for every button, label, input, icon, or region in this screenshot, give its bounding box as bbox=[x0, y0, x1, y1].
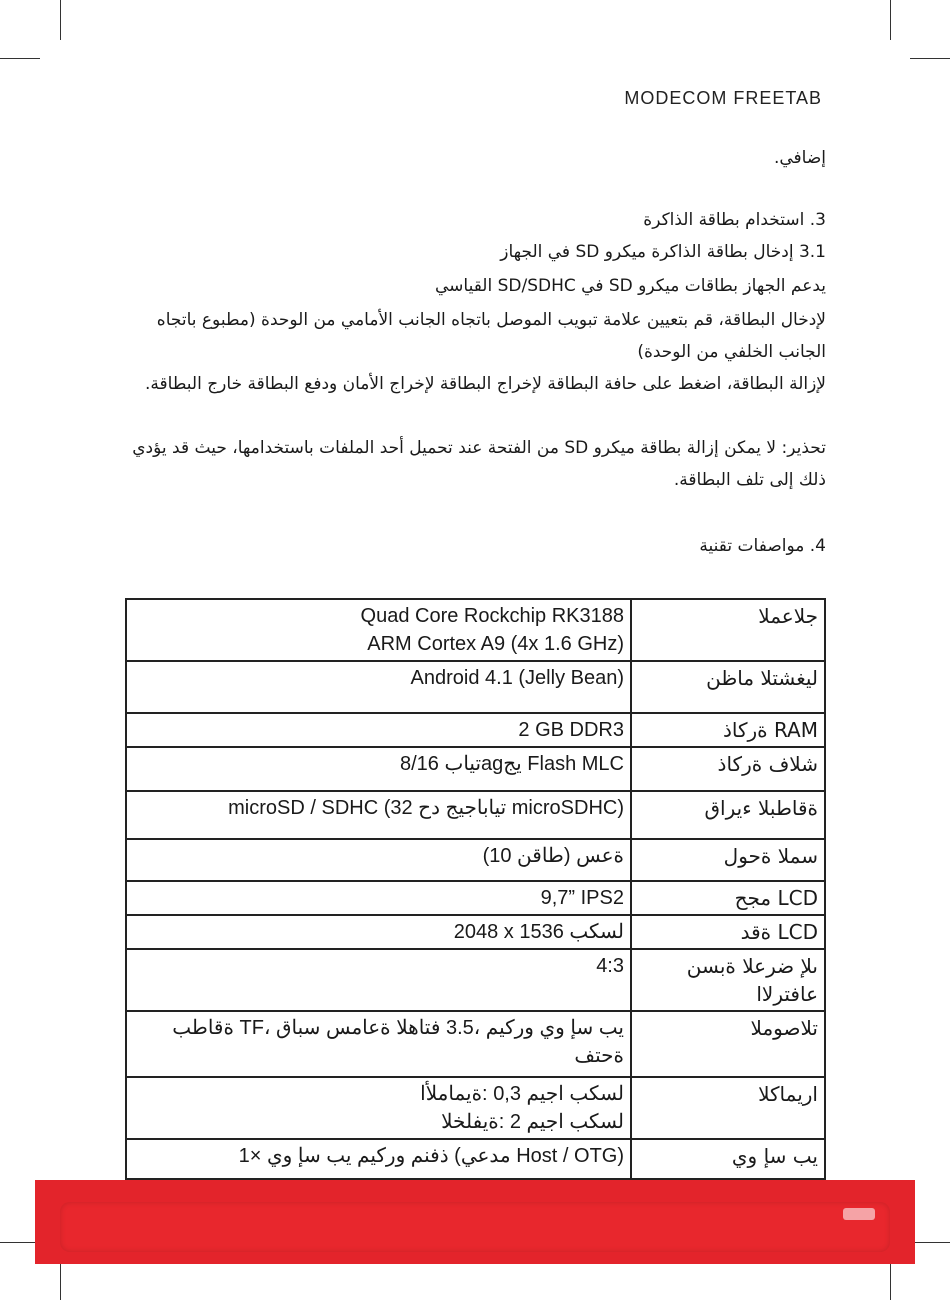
paragraph-continuation: إضافي. bbox=[773, 148, 826, 168]
spec-label: شلاف ةركاذ bbox=[631, 747, 825, 791]
table-row bbox=[126, 949, 825, 1011]
table-row bbox=[126, 881, 825, 915]
spec-value: 1× ذفنم وركيم يب سإ وي (مدعي Host / OTG) bbox=[126, 1139, 631, 1179]
table-row bbox=[126, 713, 825, 747]
footer-band bbox=[35, 1180, 915, 1264]
table-row bbox=[126, 599, 825, 661]
paragraph-remove-instructions: لإزالة البطاقة، اضغط على حافة البطاقة لإخراج البطاقة لإخراج الأمان ودفع البطاقة خارج البطاقة. bbox=[145, 374, 826, 394]
spec-label: جلاعملا bbox=[631, 599, 825, 661]
table-row bbox=[126, 791, 825, 839]
paragraph-support: يدعم الجهاز بطاقات ميكرو SD في SD/SDHC القياسي bbox=[434, 276, 826, 296]
spec-label: RAM ةركاذ bbox=[631, 713, 825, 747]
page-header-brand: MODECOM FREETAB bbox=[624, 88, 822, 108]
spec-label: ىلإ ضرعلا ةبسن عافترلاا bbox=[631, 949, 825, 1011]
table-row bbox=[126, 839, 825, 881]
spec-label: تلاصوملا bbox=[631, 1011, 825, 1077]
spec-label: يب سإ وي bbox=[631, 1139, 825, 1179]
section-heading-memory-card: 3. استخدام بطاقة الذاكرة bbox=[643, 210, 826, 230]
footer-panel bbox=[60, 1202, 890, 1252]
table-row bbox=[126, 1139, 825, 1179]
subsection-heading-insert-card: 3.1 إدخال بطاقة الذاكرة ميكرو SD في الجهاز bbox=[500, 242, 826, 262]
table-row bbox=[126, 661, 825, 713]
crop-mark bbox=[0, 1242, 40, 1243]
footer-tab bbox=[843, 1208, 875, 1220]
spec-value: 8/16 تيابagيج Flash MLC bbox=[126, 747, 631, 791]
spec-value: (طاقن 10) ةعس bbox=[126, 839, 631, 881]
specs-table bbox=[125, 598, 826, 1180]
crop-mark bbox=[890, 1262, 891, 1300]
table-row bbox=[126, 1077, 825, 1139]
spec-value: 9,7” IPS2 bbox=[126, 881, 631, 915]
spec-value: 4:3 bbox=[126, 949, 631, 1011]
spec-value: 2048 x 1536 لسكب bbox=[126, 915, 631, 949]
spec-label: LCD مجح bbox=[631, 881, 825, 915]
spec-value: 2 GB DDR3 bbox=[126, 713, 631, 747]
spec-label: LCD ةقد bbox=[631, 915, 825, 949]
spec-label: ةقاطبلا ءيراق bbox=[631, 791, 825, 839]
paragraph-insert-instructions: لإدخال البطاقة، قم بتعيين علامة تبويب الموصل باتجاه الجانب الأمامي من الوحدة (مطبوع باتجاه الجانب الخلفي من الوحدة) bbox=[156, 310, 826, 362]
spec-value: Android 4.1 (Jelly Bean) bbox=[126, 661, 631, 713]
spec-label: اريماكلا bbox=[631, 1077, 825, 1139]
paragraph-warning: تحذير: لا يمكن إزالة بطاقة ميكرو SD من الفتحة عند تحميل أحد الملفات باستخدامها، حيث قد يؤدي ذلك إلى تلف البطاقة. bbox=[132, 438, 826, 490]
table-row bbox=[126, 747, 825, 791]
spec-label: سملا ةحول bbox=[631, 839, 825, 881]
spec-value: يب سإ وي وركيم ،3.5 فتاهلا ةعامس سباق ،TF ةقاطب ةحتف bbox=[126, 1011, 631, 1077]
crop-mark bbox=[910, 1242, 950, 1243]
crop-mark bbox=[910, 58, 950, 59]
crop-mark bbox=[0, 58, 40, 59]
spec-value: Quad Core Rockchip RK3188 ARM Cortex A9 (4x 1.6 GHz) bbox=[126, 599, 631, 661]
crop-mark bbox=[60, 1262, 61, 1300]
spec-label: ليغشتلا ماظن bbox=[631, 661, 825, 713]
table-row bbox=[126, 915, 825, 949]
section-heading-specs: 4. مواصفات تقنية bbox=[699, 536, 826, 556]
crop-mark bbox=[890, 0, 891, 40]
spec-value: microSD / SDHC (32 تياباجيج دح microSDHC) bbox=[126, 791, 631, 839]
table-row bbox=[126, 1011, 825, 1077]
crop-mark bbox=[60, 0, 61, 40]
spec-value: لسكب اجيم 0,3 :ةيماملأا لسكب اجيم 2 :ةيفلخلا bbox=[126, 1077, 631, 1139]
